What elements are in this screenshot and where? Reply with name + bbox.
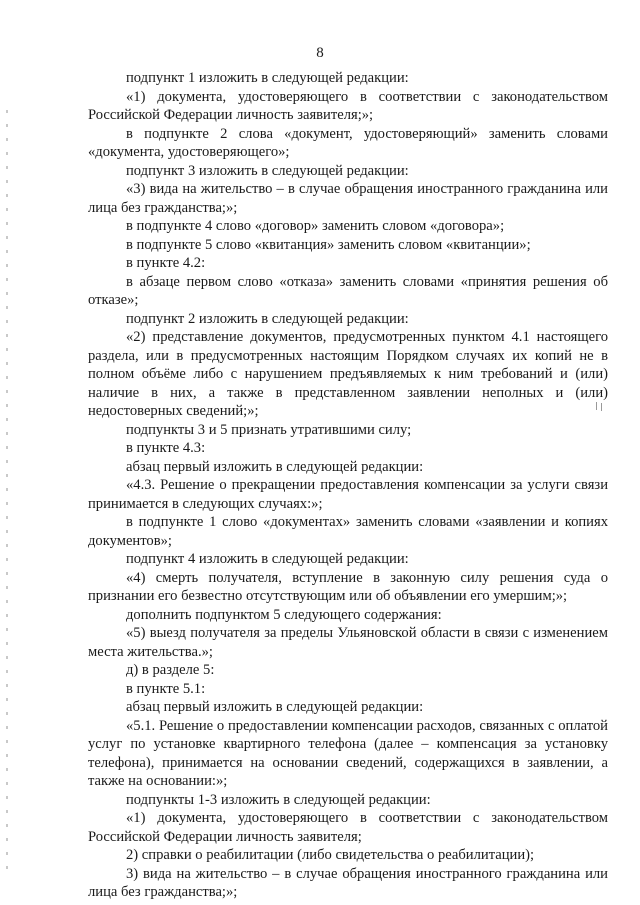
paragraph: подпункт 2 изложить в следующей редакции: <box>126 310 409 327</box>
paragraph: «1) документа, удостоверяющего в соответствии с законодательством Российской Федерации личность заявителя; <box>88 810 608 845</box>
document-body <box>88 69 608 902</box>
paragraph: в пункте 4.2: <box>126 255 206 271</box>
scan-margin-marks <box>6 110 8 870</box>
paragraph: «5) выезд получателя за пределы Ульяновской области в связи с изменением места жительства.»; <box>88 625 608 660</box>
page-number: 8 <box>316 45 324 61</box>
paragraph: в абзаце первом слово «отказа» заменить словами «принятия решения об отказе»; <box>88 273 608 308</box>
paragraph: подпункт 3 изложить в следующей редакции: <box>126 162 409 179</box>
paragraph: в подпункте 1 слово «документах» заменить словами «заявлении и копиях документов»; <box>88 514 608 549</box>
paragraph: 2) справки о реабилитации (либо свидетельства о реабилитации); <box>126 847 535 863</box>
paragraph: подпункт 4 изложить в следующей редакции: <box>126 551 409 567</box>
paragraph: абзац первый изложить в следующей редакции: <box>126 699 424 715</box>
paragraph: «3) вида на жительство – в случае обращения иностранного гражданина или лица без гражданства;»; <box>88 181 608 216</box>
paragraph: в подпункте 4 слово «договор» заменить словом «договора»; <box>126 218 505 234</box>
paragraph: д) в разделе 5: <box>126 662 215 678</box>
paragraph: подпункт 1 изложить в следующей редакции: <box>126 70 409 86</box>
paragraph: «1) документа, удостоверяющего в соответствии с законодательством Российской Федерации личность заявителя;»; <box>88 88 608 123</box>
paragraph: в подпункте 2 слова «документ, удостоверяющий» заменить словами «документа, удостоверяющего»; <box>88 125 608 160</box>
paragraph: абзац первый изложить в следующей редакции: <box>126 458 424 475</box>
paragraph: в подпункте 5 слово «квитанция» заменить словом «квитанции»; <box>126 236 531 253</box>
paragraph: дополнить подпунктом 5 следующего содержания: <box>126 606 442 623</box>
paragraph: «4) смерть получателя, вступление в законную силу решения суда о признании его безвестно отсутствующим или об объявлении его умершим;»; <box>88 569 608 604</box>
paragraph: «2) представление документов, предусмотренных пунктом 4.1 настоящего раздела, или в предусмотренных настоящим Порядком случаях их копий не в полном объёме либо с нарушением предъявляемых к ним требований и (или) наличие в них, а также в представленном заявлении неполных и (или) недостоверных сведений;»; <box>88 329 608 419</box>
paragraph: в пункте 4.3: <box>126 440 206 456</box>
paragraph: «4.3. Решение о прекращении предоставления компенсации за услуги связи принимается в следующих случаях:»; <box>88 477 608 512</box>
paragraph: подпункты 1-3 изложить в следующей редакции: <box>126 791 431 808</box>
paragraph: в пункте 5.1: <box>126 680 206 697</box>
paragraph: подпункты 3 и 5 признать утратившими силу; <box>126 421 412 438</box>
paragraph: 3) вида на жительство – в случае обращения иностранного гражданина или лица без гражданства;»; <box>88 865 608 900</box>
paragraph: «5.1. Решение о предоставлении компенсации расходов, связанных с оплатой услуг по установке квартирного телефона (далее – компенсация за установку телефона), принимается на основании сведений, содержащихся в заявлении, а также на основании:»; <box>88 717 608 789</box>
